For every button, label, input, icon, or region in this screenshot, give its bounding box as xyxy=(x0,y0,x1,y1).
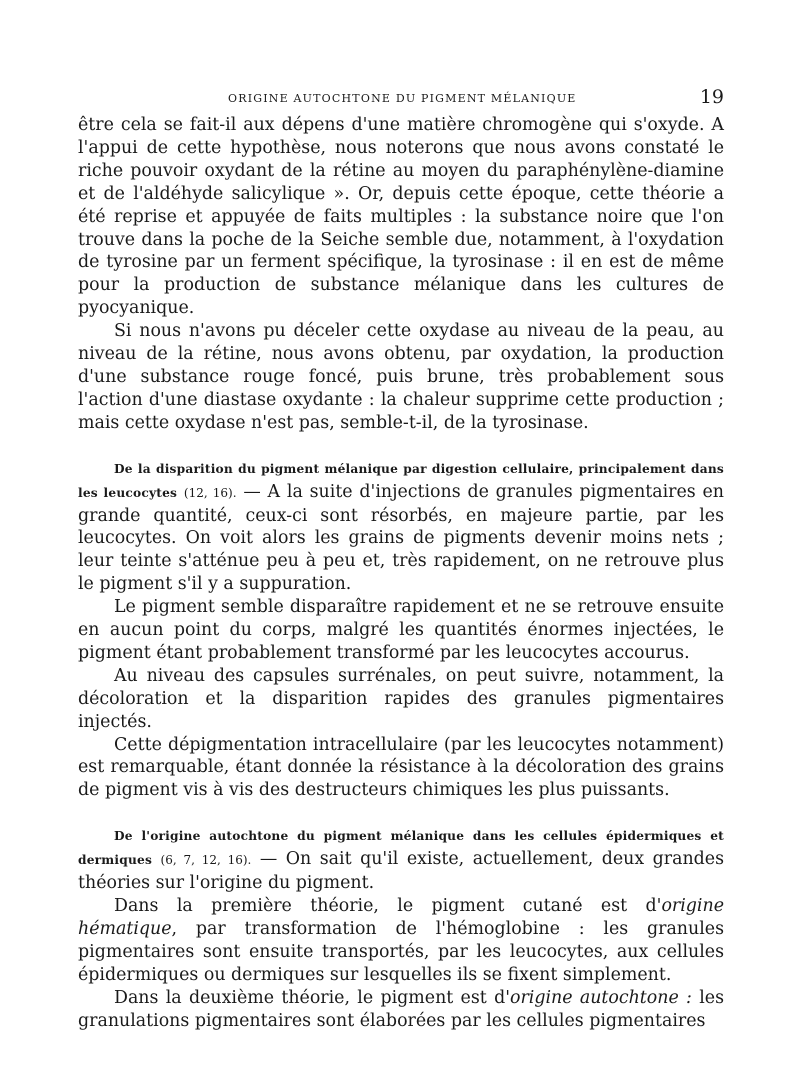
section-refs-origine: (6, 7, 12, 16). xyxy=(160,853,252,868)
text-segment: Dans la première théorie, le pigment cutané est d' xyxy=(114,896,662,916)
section-origine-paragraph xyxy=(78,824,724,895)
paragraph-origine-autochtone xyxy=(78,987,724,1033)
section-spacer xyxy=(78,435,724,457)
section-heading-origine: De l'origine autochtone du pigment mélanique dans les cellules épidermiques et dermiques xyxy=(78,829,724,868)
paragraph-origine-hematique xyxy=(78,895,724,987)
paragraph-disparition-2: Le pigment semble disparaître rapidement et ne se retrouve ensuite en aucun point du corps, malgré les quantités énormes injectées, le pigment étant probablement transformé par les leucocytes accourus. xyxy=(78,597,724,663)
text-segment: , par transformation de l'hémoglobine : les granules pigmentaires sont ensuite transportés, par les leucocytes, aux cellules épidermiques ou dermiques sur lesquelles ils se fixent simplement. xyxy=(78,918,724,985)
text-segment: Dans la deuxième théorie, le pigment est d' xyxy=(114,987,510,1008)
document-page xyxy=(78,84,724,1032)
section-refs-disparition: (12, 16). xyxy=(183,485,237,500)
section-heading-disparition: De la disparition du pigment mélanique par digestion cellulaire, principalement dans les leucocytes xyxy=(78,461,724,500)
paragraph-continuation: être cela se fait-il aux dépens d'une matière chromogène qui s'oxyde. A l'appui de cette hypothèse, nous noterons que nous avons constaté le riche pouvoir oxydant de la rétine au moyen du paraphénylène-diamine et de l'aldéhyde salicylique ». Or, depuis cette époque, cette théorie a été reprise et appuyée de faits multiples : la substance noire que l'on trouve dans la poche de la Seiche semble due, notamment, à l'oxydation de tyrosine par un ferment spécifique, la tyrosinase : il en est de même pour la production de substance mélanique dans les cultures de pyocyanique. xyxy=(78,115,724,319)
paragraph-oxydase: Si nous n'avons pu déceler cette oxydase au niveau de la peau, au niveau de la rétine, nous avons obtenu, par oxydation, la production d'une substance rouge foncé, puis brune, très probablement sous l'action d'une diastase oxydante : la chaleur supprime cette production ; mais cette oxydase n'est pas, semble-t-il, de la tyrosinase. xyxy=(78,321,724,433)
section-spacer xyxy=(78,802,724,824)
paragraph-disparition-3: Au niveau des capsules surrénales, on peut suivre, notamment, la décoloration et la disparition rapides des granules pigmentaires injectés. xyxy=(78,665,724,732)
section-lead-text-origine: — On sait qu'il existe, actuellement, deux grandes théories sur l'origine du pigment. xyxy=(78,849,725,894)
italic-term-hematique: origine hématique xyxy=(78,896,724,939)
page-number: 19 xyxy=(699,86,724,108)
italic-term-autochtone: origine autochtone : xyxy=(509,987,692,1008)
section-disparition-paragraph xyxy=(78,457,724,596)
section-lead-text-disparition: — A la suite d'injections de granules pigmentaires en grande quantité, ceux-ci sont résorbés, en majeure partie, par les leucocytes. On voit alors les grains de pigments devenir moins nets ; leur teinte s'atténue peu à peu et, très rapidement, on ne retrouve plus le pigment s'il y a suppuration. xyxy=(78,481,725,595)
running-title: ORIGINE AUTOCHTONE DU PIGMENT MÉLANIQUE xyxy=(228,92,577,105)
paragraph-disparition-4: Cette dépigmentation intracellulaire (par les leucocytes notamment) est remarquable, étant donnée la résistance à la décoloration des grains de pigment vis à vis des destructeurs chimiques les plus puissants. xyxy=(78,734,724,801)
text-segment: les granulations pigmentaires sont élaborées par les cellules pigmentaires xyxy=(78,987,724,1031)
running-header xyxy=(78,84,724,114)
